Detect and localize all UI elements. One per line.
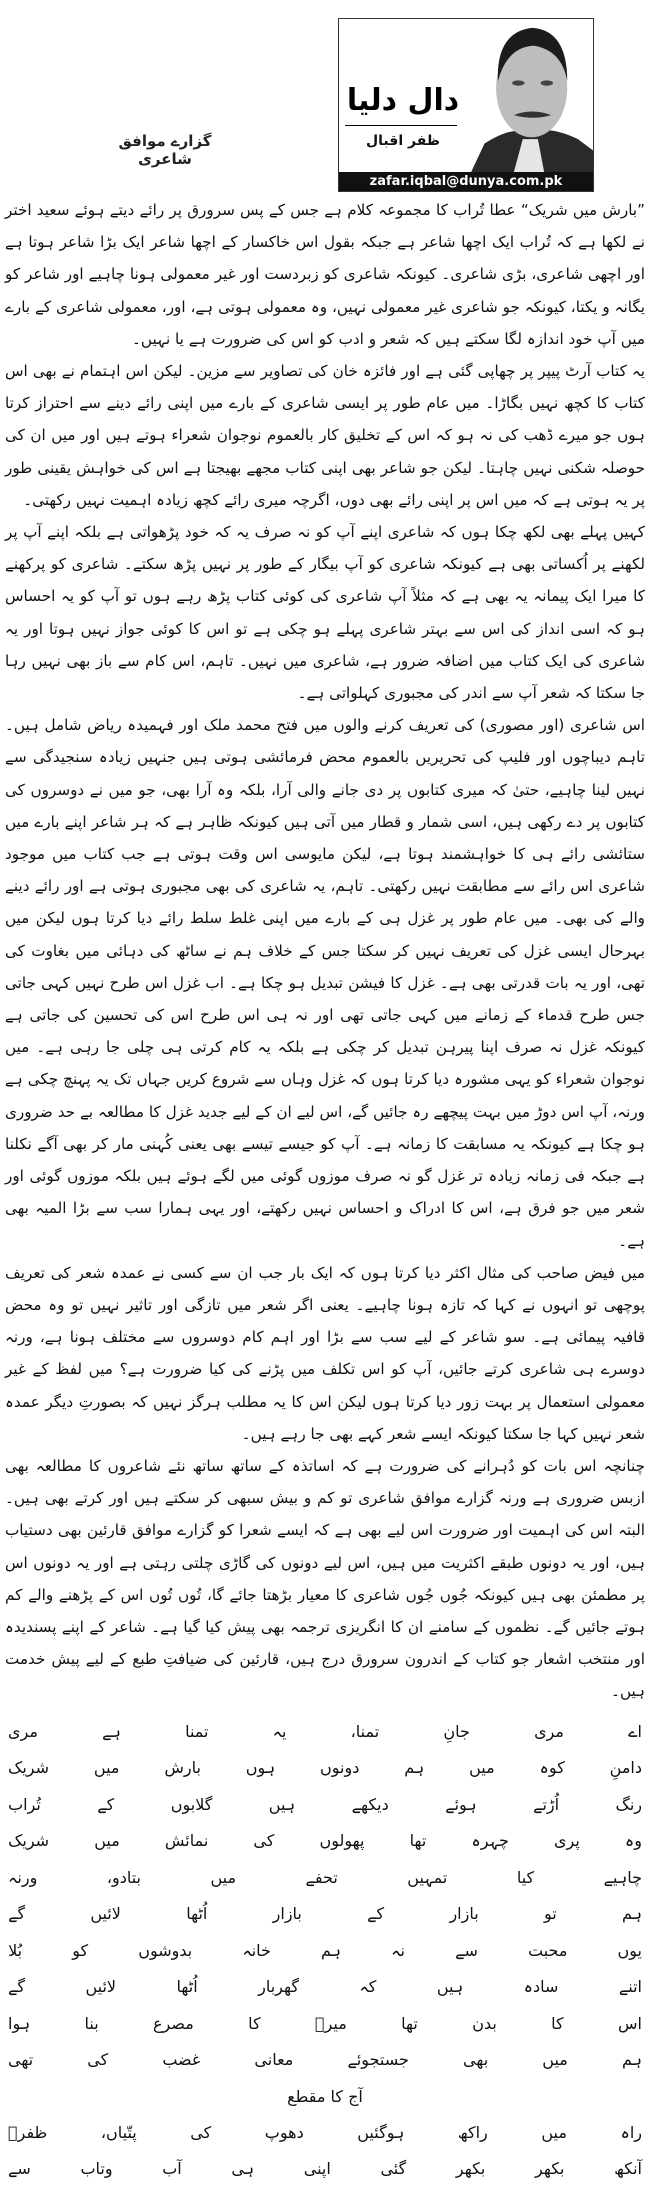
- verse-word: میں: [542, 2050, 568, 2070]
- verse-word: جستجوئے: [347, 2050, 409, 2070]
- verse-word: ہوں: [245, 1758, 276, 1778]
- paragraph: ”بارش میں شریک“ عطا تُراب کا مجموعہ کلام ہے جس کے پس سرورق پر رائے دیتے ہوئے سعید اختر نے لکھا ہے کہ تُراب ایک اچھا شاعر ہے جبکہ بقول اس خاکسار کے اچھا شاعر ایک بڑا شاعر ہوتا ہے اور اچھی شاعری، بڑی شاعری۔ کیونکہ شاعری کو زبردست اور غیر معمولی ہونا چاہیے اور شاعر کو یگانہ و یکتا، کیونکہ جو شاعری غیر معمولی نہیں، وہ معمولی ہوتی ہے، اور، معمولی شاعری کے بارے میں آپ خود اندازہ لگا سکتے ہیں کہ شعر و ادب کو اس کی ضرورت ہے یا نہیں۔: [5, 201, 645, 348]
- verse-word: بارش: [164, 1758, 201, 1778]
- verse-word: مری: [8, 1721, 38, 1741]
- verse-word: محبت: [527, 1940, 568, 1960]
- verse-word: جانِ: [443, 1721, 470, 1741]
- verse-word: دیکھے: [351, 1794, 389, 1814]
- verse-line: [8, 2006, 642, 2043]
- verse-word: راہ: [620, 2122, 642, 2142]
- verse-word: کی: [87, 2050, 109, 2070]
- verse-word: خانہ: [242, 1940, 271, 1960]
- verse-line: [8, 1860, 642, 1897]
- verse-word: وتاب: [80, 2159, 113, 2179]
- verse-word: تھی: [8, 2050, 34, 2070]
- verse-word: یوں: [617, 1940, 642, 1960]
- verse-word: تمنا،: [350, 1721, 380, 1741]
- verse-word: ہی: [231, 2159, 255, 2179]
- verse-word: ہم: [621, 1904, 642, 1924]
- verse-word: بازار: [272, 1904, 302, 1924]
- verse-word: سادہ: [523, 1977, 559, 1997]
- verse-word: ہم: [321, 1940, 342, 1960]
- verse-word: بدن: [472, 2013, 497, 2033]
- verse-word: کا: [248, 2013, 261, 2033]
- verse-word: بازار: [449, 1904, 479, 1924]
- verse-word: پری: [553, 1831, 580, 1851]
- verse-word: گے: [8, 1904, 26, 1924]
- column-logo: دال دلیا: [346, 83, 460, 118]
- verse-word: یہ: [272, 1721, 287, 1741]
- verse-line: [8, 1787, 642, 1824]
- verse-word: مصرع: [152, 2013, 194, 2033]
- author-name: ظفر اقبال: [366, 133, 440, 149]
- verse-word: بکھر: [455, 2159, 486, 2179]
- verse-word: میرؔ: [315, 2013, 347, 2033]
- verse-word: گلابوں: [170, 1794, 213, 1814]
- paragraph: کہیں پہلے بھی لکھ چکا ہوں کہ شاعری اپنے آپ کو نہ صرف یہ کہ خود پڑھواتی ہے بلکہ اپنے آپ پر لکھنے پر اُکساتی بھی ہے کیونکہ شاعری کو آپ بیگار کے طور پر نہیں پڑھ سکتے۔ شاعری کو پرکھنے کا میرا ایک پیمانہ یہ بھی ہے کہ مثلاً آپ شاعری کی کوئی کتاب پڑھ رہے ہوں تو آپ کو یہ احساس ہو کہ اسی انداز کی اس سے بہتر شاعری پہلے ہو چکی ہے تو اس کا کوئی جواز نہیں ہوتا اور یہ شاعری کی ایک کتاب میں اضافہ ضرور ہے، شاعری میں نہیں۔ تاہم، اس کام سے باز بھی نہیں رہا جا سکتا کہ شعر آپ سے اندر کی مجبوری کہلواتی ہے۔: [5, 523, 645, 703]
- verse-line: [8, 1933, 642, 1970]
- verse-word: اپنی: [303, 2159, 331, 2179]
- verse-word: بدوشوں: [138, 1940, 193, 1960]
- verse-word: تُراب: [8, 1794, 41, 1814]
- verse-word: ہیں: [268, 1794, 296, 1814]
- verse-word: کی: [190, 2122, 212, 2142]
- maqta-line: [8, 2115, 642, 2152]
- verse-word: دونوں: [320, 1758, 360, 1778]
- verse-word: ہیں: [436, 1977, 464, 1997]
- verse-word: ہم: [621, 2050, 642, 2070]
- verse-word: میں: [210, 1867, 237, 1887]
- verse-line: [8, 1823, 642, 1860]
- verse-word: گے: [8, 1977, 26, 1997]
- paragraph: چنانچہ اس بات کو دُہرانے کی ضرورت ہے کہ اساتذہ کے ساتھ ساتھ نئے شاعروں کا مطالعہ بھی ازبس ضروری ہے ورنہ گزارے موافق شاعری تو کم و بیش سبھی کر سکتے ہیں اور کرتے بھی ہیں۔ البتہ اس کی اہمیت اور ضرورت اس لیے بھی ہے کہ ایسے شعرا کو گزارے موافق قارئین بھی دستیاب ہیں، اور یہ دونوں طبقے اکثریت میں ہیں، اس لیے دونوں کی گاڑی چلتی رہتی ہے اور یہ دونوں اس پر مطمئن بھی ہیں کیونکہ جُوں جُوں شاعری کا معیار بڑھتا جائے گا، تُوں تُوں اس کے پڑھنے والے کم ہوتے جائیں گے۔ نظموں کے سامنے ان کا انگریزی ترجمہ بھی پیش کیا گیا ہے۔ شاعر کے اپنے پسندیدہ اور منتخب اشعار جو کتاب کے اندرون سرورق درج ہیں، قارئین کی ضیافتِ طبع کے لیے پیش خدمت ہیں۔: [5, 1456, 645, 1701]
- verse-word: راکھ: [457, 2122, 488, 2142]
- verse-word: بُلا: [8, 1940, 23, 1960]
- verse-word: دامنِ: [609, 1758, 642, 1778]
- author-email[interactable]: zafar.iqbal@dunya.com.pk: [339, 172, 593, 191]
- verse-word: ہوئے: [445, 1794, 477, 1814]
- verse-word: سے: [455, 1940, 478, 1960]
- paragraph: میں فیض صاحب کی مثال اکثر دیا کرتا ہوں کہ ایک بار جب ان سے کسی نے عمدہ شعر کی تعریف پوچھی تو انہوں نے کہا کہ تازہ ہونا چاہیے۔ یعنی اگر شعر میں تازگی اور تاثیر نہیں تو وہ محض قافیہ پیمائی ہے۔ سو شاعر کے لیے سب سے بڑا اور اہم کام دوسروں سے مختلف ہونا ہے، ورنہ دوسرے ہی شاعری کرتے جائیں، آپ کو اس تکلف میں پڑنے کی کیا ضرورت ہے؟ میں لفظ کے غیر معمولی استعمال پر بہت زور دیا کرتا ہوں لیکن اس کا یہ مطلب ہرگز نہیں کہ بصورتِ دیگر عمدہ شعر نہیں کہا جا سکتا کیونکہ ایسے شعر کہے بھی جا رہے ہیں۔: [5, 1263, 645, 1443]
- columnist-banner: [338, 18, 594, 192]
- verse-word: تو: [543, 1904, 557, 1924]
- verse-word: نمائش: [164, 1831, 209, 1851]
- verse-word: اتنے: [618, 1977, 642, 1997]
- verse-word: پتّیاں،: [100, 2122, 137, 2142]
- verse-word: لائیں: [85, 1977, 117, 1997]
- verse-word: کہ: [359, 1977, 377, 1997]
- verse-word: اُٹھا: [186, 1904, 208, 1924]
- verse-word: معانی: [254, 2050, 294, 2070]
- verse-word: وہ: [624, 1831, 642, 1851]
- verse-word: کے: [97, 1794, 115, 1814]
- verse-word: میں: [541, 2122, 567, 2142]
- verse-word: کا: [551, 2013, 564, 2033]
- article-title: گزارے موافق شاعری: [118, 132, 212, 168]
- verse-word: میں: [469, 1758, 495, 1778]
- verse-word: نہ: [391, 1940, 405, 1960]
- verse-word: بنا: [84, 2013, 99, 2033]
- verse-word: تھا: [401, 2013, 418, 2033]
- verse-word: میں: [93, 1758, 120, 1778]
- verse-word: اُڑتے: [533, 1794, 560, 1814]
- verse-word: دھوپ: [264, 2122, 304, 2142]
- verse-word: تھا: [409, 1831, 427, 1851]
- verse-line: [8, 1750, 642, 1787]
- verse-word: لائیں: [90, 1904, 121, 1924]
- verse-word: سے: [8, 2159, 31, 2179]
- paragraph: یہ کتاب آرٹ پیپر پر چھاپی گئی ہے اور فائزہ خان کی تصاویر سے مزین۔ لیکن اس اہتمام نے بھی اس کتاب کا کچھ نہیں بگاڑا۔ میں عام طور پر ایسی شاعری کے بارے میں اپنی رائے دینے سے احتراز کرتا ہوں جو میرے ڈھب کی نہ ہو کہ اس کے تخلیق کار بالعموم نوجوان شعراء ہوتے ہیں اور میں ان کی حوصلہ شکنی نہیں چاہتا۔ لیکن جو شاعر بھی اپنی کتاب مجھے بھیجتا ہے اس کی خواہش یقینی طور پر یہ ہوتی ہے کہ میں اس پر اپنی رائے بھی دوں، اگرچہ میری رائے کچھ زیادہ اہمیت نہیں رکھتی۔: [5, 362, 645, 509]
- verse-word: کے: [367, 1904, 385, 1924]
- verse-word: تحفے: [305, 1867, 338, 1887]
- columnist-portrait: [465, 19, 593, 172]
- verse-word: کیا: [516, 1867, 535, 1887]
- verse-word: غضب: [162, 2050, 201, 2070]
- verse-word: چہرہ: [471, 1831, 509, 1851]
- verse-word: مری: [534, 1721, 564, 1741]
- verse-word: ہم: [404, 1758, 425, 1778]
- verse-line: [8, 1714, 642, 1751]
- verse-word: شریک: [8, 1758, 50, 1778]
- verse-word: ظفرؔ: [8, 2122, 48, 2142]
- maqta-line: [8, 2151, 642, 2188]
- verse-word: ہوگئیں: [357, 2122, 405, 2142]
- verse-word: کوہ: [539, 1758, 565, 1778]
- verse-word: گئی: [380, 2159, 407, 2179]
- verse-word: ہوا: [8, 2013, 31, 2033]
- verse-word: تمہیں: [407, 1867, 448, 1887]
- verse-word: بتادو،: [106, 1867, 141, 1887]
- verse-word: شریک: [8, 1831, 50, 1851]
- column-header: [0, 0, 650, 192]
- verse-word: پھولوں: [319, 1831, 365, 1851]
- verse-word: چاہیے: [603, 1867, 642, 1887]
- verse-word: آنکھ: [614, 2159, 642, 2179]
- logo-divider: [345, 125, 457, 126]
- verse-word: ہے: [102, 1721, 121, 1741]
- verse-line: [8, 1896, 642, 1933]
- verse-word: کو: [72, 1940, 89, 1960]
- verse-word: ورنہ: [8, 1867, 38, 1887]
- poetry-section: [0, 1714, 650, 2188]
- verse-word: کی: [253, 1831, 275, 1851]
- verse-word: آب: [162, 2159, 182, 2179]
- maqta-heading: آج کا مقطع: [287, 2086, 363, 2106]
- verse-word: بھی: [463, 2050, 489, 2070]
- verse-line: [8, 2042, 642, 2079]
- verse-word: اے: [628, 1721, 642, 1741]
- verse-word: بکھر: [535, 2159, 565, 2179]
- verse-word: اُٹھا: [176, 1977, 198, 1997]
- verse-line: [8, 1969, 642, 2006]
- verse-word: اس: [618, 2013, 642, 2033]
- article-body: [0, 194, 650, 1708]
- verse-word: رنگ: [615, 1794, 642, 1814]
- verse-word: تمنا: [185, 1721, 209, 1741]
- paragraph: اس شاعری (اور مصوری) کی تعریف کرنے والوں میں فتح محمد ملک اور فہمیدہ ریاض شامل ہیں۔ تاہم دیباچوں اور فلیپ کی تحریریں بالعموم محض فرمائشی ہوتی ہیں جنہیں زیادہ سنجیدگی سے نہیں لینا چاہیے، حتیٰ کہ میری کتابوں پر دی جانے والی آرا، بلکہ وہ آرا بھی، جو میں نے دوسروں کی کتابوں پر دے رکھی ہیں، اسی شمار و قطار میں آتی ہیں کیونکہ ظاہر ہے کہ ہر شاعر اپنے بارے میں ستائشی رائے ہی کا خواہشمند ہوتا ہے، لیکن مایوسی اس وقت ہوتی ہے جب کتاب میں موجود شاعری اس رائے سے مطابقت نہیں رکھتی۔ تاہم، یہ شاعری کی بھی مجبوری ہوتی ہے اور رائے دینے والے کی بھی۔ میں عام طور پر غزل ہی کے بارے میں اپنی غلط سلط رائے دیا کرتا ہوں لیکن میں بہرحال ایسی غزل کی تعریف نہیں کر سکتا جس کے خلاف ہم نے ساٹھ کی دہائی میں بغاوت کی تھی، اور یہ بات قدرتی بھی ہے۔ غزل کا فیشن تبدیل ہو چکا ہے۔ اب غزل اس طرح نہیں کہی جاتی جس طرح قدماء کے زمانے میں کہی جاتی تھی اور نہ ہی اس طرح اس کی تحسین کی جاتی ہے کیونکہ غزل نہ صرف اپنا پیرہن تبدیل کر چکی ہے بلکہ یہ کام کرتی ہی چلی جا رہی ہے۔ میں نوجوان شعراء کو یہی مشورہ دیا کرتا ہوں کہ غزل وہاں سے شروع کریں جہاں تک یہ پہنچ چکی ہے ورنہ، آپ اس دوڑ میں بہت پیچھے رہ جائیں گے، اس لیے ان کے لیے جدید غزل کا مطالعہ بے حد ضروری ہو چکا ہے کیونکہ یہ مسابقت کا زمانہ ہے۔ آپ کو جیسے تیسے بھی یعنی کُہنی مار کر بھی آگے نکلنا ہے جبکہ فی زمانہ زیادہ تر غزل گو نہ صرف موزوں گوئی میں لگے ہوئے ہیں بلکہ موزوں گوئی اور شعر میں جو فرق ہے، اس کا ادراک و احساس نہیں رکھتے، اور یہی ہمارا سب سے بڑا المیہ بھی ہے۔: [5, 716, 645, 1250]
- verse-word: گھربار: [258, 1977, 299, 1997]
- verse-word: میں: [94, 1831, 120, 1851]
